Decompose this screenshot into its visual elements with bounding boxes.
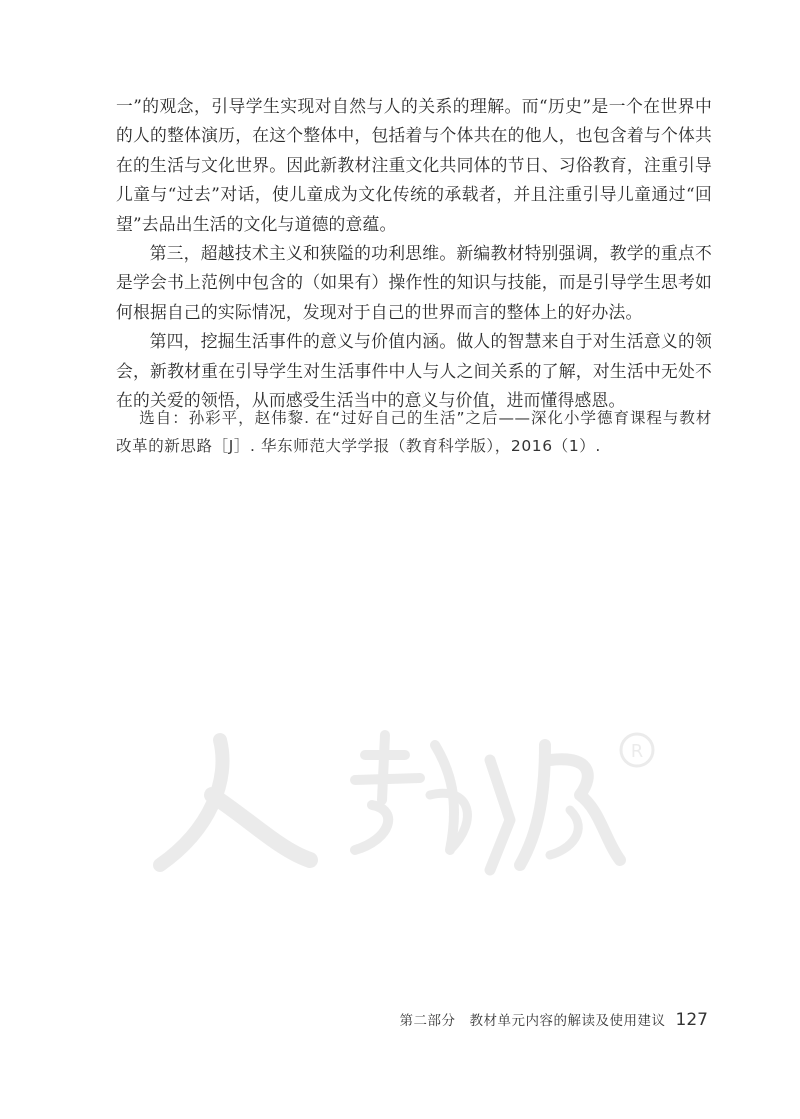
page-number: 127 (675, 1010, 708, 1030)
publisher-watermark-logo (150, 700, 670, 890)
paragraph-third-point: 第三，超越技术主义和狭隘的功利思维。新编教材特别强调，教学的重点不是学会书上范例中包含的（如果有）操作性的知识与技能，而是引导学生思考如何根据自己的实际情况，发现对于自己的世界而言的整体上的好办法。 (116, 243, 712, 322)
main-text (116, 92, 712, 415)
paragraph-fourth-point: 第四，挖掘生活事件的意义与价值内涵。做人的智慧来自于对生活意义的领会，新教材重在引导学生对生活事件中人与人之间关系的了解，对生活中无处不在的关爱的领悟，从而感受生活当中的意义与价值，进而懂得感恩。 (116, 331, 712, 411)
page-footer (400, 1009, 708, 1030)
paragraph-continuation: 一”的观念，引导学生实现对自然与人的关系的理解。而“历史”是一个在世界中的人的整体演历，在这个整体中，包括着与个体共在的他人，也包含着与个体共在的生活与文化世界。因此新教材注重文化共同体的节日、习俗教育，注重引导儿童与“过去”对话，使儿童成为文化传统的承载者，并且注重引导儿童通过“回望”去品出生活的文化与道德的意蕴。 (116, 96, 712, 234)
svg-text:R: R (630, 741, 644, 762)
footer-section-title: 第二部分 教材单元内容的解读及使用建议 (399, 1013, 666, 1029)
source-citation (116, 404, 712, 460)
citation-text: 选自：孙彩平，赵伟黎. 在“过好自己的生活”之后——深化小学德育课程与教材改革的新思路［J］. 华东师范大学学报（教育科学版），2016（1）. (116, 409, 712, 455)
